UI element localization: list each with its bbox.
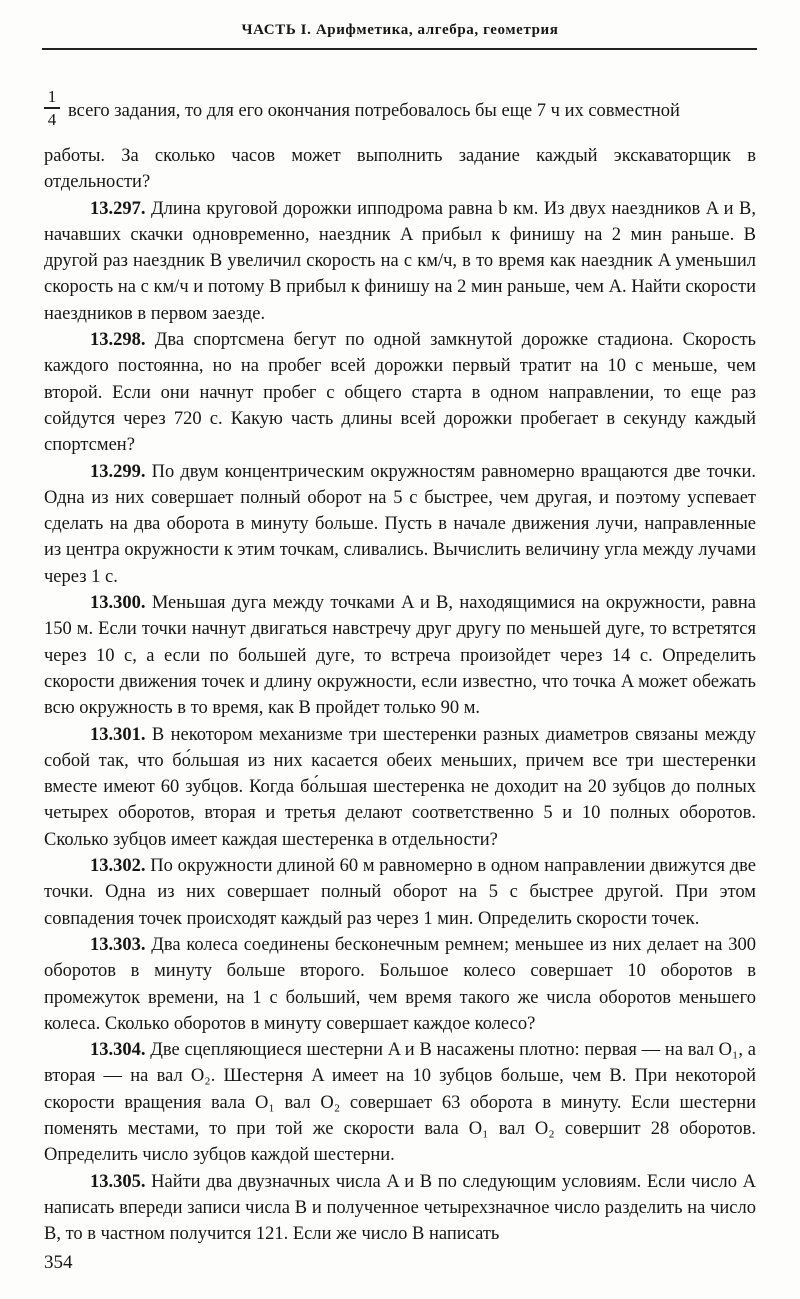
problem-text: Два спортсмена бегут по одной замкнутой дорожке стадиона. Скорость каждого постоянна, но на пробег всей дорожки первый тратит на 10 с меньше, чем второй. Если они начнут пробег с общего старта в одном направлении, то еще раз сойдутся через 720 с. Какую часть длины всей дорожки пробегает в секунду каждый спортсмен?: [44, 330, 756, 456]
problem-number: 13.305.: [90, 1171, 146, 1192]
page-number: 354: [44, 1252, 73, 1273]
problem-13-300: [44, 590, 756, 721]
problem-number: 13.304.: [90, 1040, 146, 1061]
problem-13-303: [44, 932, 756, 1037]
fraction-numerator: 1: [47, 87, 57, 106]
problem-text: По двум концентрическим окружностям равномерно вращаются две точки. Одна из них совершает полный оборот на 5 с быстрее, чем другая, и поэтому успевает сделать на два оборота в минуту больше. Пусть в начале движения лучи, направленные из центра окружности к этим точкам, сливались. Вычислить величину угла между лучами через 1 с.: [44, 461, 757, 587]
problem-text: По окружности длиной 60 м равномерно в одном направлении движутся две точки. Одна из них совершает полный оборот на 5 с быстрее другой. При этом совпадения точек происходят каждый раз через 1 мин. Определить скорости точек.: [44, 856, 756, 929]
problem-text: Два колеса соединены бесконечным ремнем; меньшее из них делает на 300 оборотов в минуту больше второго. Большое колесо совершает 10 оборотов в промежуток времени, на 1 с больший, чем время такого же числа оборотов меньшего колеса. Сколько оборотов в минуту совершает каждое колесо?: [44, 934, 757, 1034]
problem-13-304: [44, 1037, 756, 1168]
running-header: ЧАСТЬ I. Арифметика, алгебра, геометрия: [241, 22, 559, 38]
problem-text: Две сцепляющиеся шестерни A и B насажены плотно: первая — на вал O₁, а вторая — на вал O₂. Шестерня A имеет на 10 зубцов больше, чем B. При некоторой скорости вращения вала O₁ вал O₂ совершает 63 оборота в минуту. Если шестерни поменять местами, то при той же скорости вала O₁ вал O₂ совершит 28 оборотов. Определить число зубцов каждой шестерни.: [44, 1040, 756, 1166]
problem-number: 13.302.: [90, 856, 146, 877]
problem-number: 13.301.: [90, 724, 146, 745]
problem-number: 13.297.: [90, 198, 146, 219]
fraction-bar: [44, 107, 60, 109]
problem-13-301: [44, 722, 756, 853]
problem-text: Найти два двузначных числа A и B по следующим условиям. Если число A написать впереди записи числа B и полученное четырехзначное число разделить на число B, то в частном получится 121. Если же число B написать: [44, 1171, 757, 1245]
problem-13-305: [44, 1169, 756, 1248]
fraction-denominator: 4: [47, 109, 57, 129]
problem-13-298: [44, 327, 756, 458]
problem-text: Меньшая дуга между точками A и B, находящимися на окружности, равна 150 м. Если точки начнут двигаться навстречу друг другу по меньшей дуге, то встретятся через 10 с, а если по большей дуге, то встреча произойдет через 14 с. Определить скорости движения точек и длину окружности, если известно, что точка A может обежать всю окружность в то время, как B пройдет только 90 м.: [44, 593, 756, 719]
problem-number: 13.299.: [90, 461, 146, 482]
continuation-first-line: всего задания, то для его окончания потребовалось бы еще 7 ч их совместной: [68, 101, 680, 121]
problem-text: В некотором механизме три шестеренки разных диаметров связаны между собой так, что бо́льшая из них касается обеих меньших, причем все три шестеренки вместе имеют 60 зубцов. Когда бо́льшая шестеренка не доходит на 20 зубцов до полных четырех оборотов, вторая и третья делают соответственно 5 и 10 полных оборотов. Сколько зубцов имеет каждая шестеренка в отдельности?: [44, 724, 756, 850]
problem-number: 13.298.: [90, 330, 146, 351]
problem-number: 13.300.: [90, 593, 146, 614]
continuation-paragraph: работы. За сколько часов может выполнить задание каждый экскаваторщик в отдельности?: [44, 146, 756, 193]
problem-13-297: [44, 196, 756, 327]
page-body: [44, 143, 756, 1247]
problem-text: Длина круговой дорожки ипподрома равна b км. Из двух наездников A и B, начавших скачки одновременно, наездник A прибыл к финишу на 2 мин раньше. В другой раз наездник B увеличил скорость на c км/ч, в то время как наездник A уменьшил скорость на c км/ч и потому B прибыл к финишу на 2 мин раньше, чем A. Найти скорости наездников в первом заезде.: [44, 198, 757, 324]
header-rule: [42, 48, 757, 50]
problem-13-302: [44, 853, 756, 932]
problem-number: 13.303.: [90, 934, 146, 955]
fraction-one-quarter: [44, 88, 60, 128]
problem-13-299: [44, 459, 756, 590]
